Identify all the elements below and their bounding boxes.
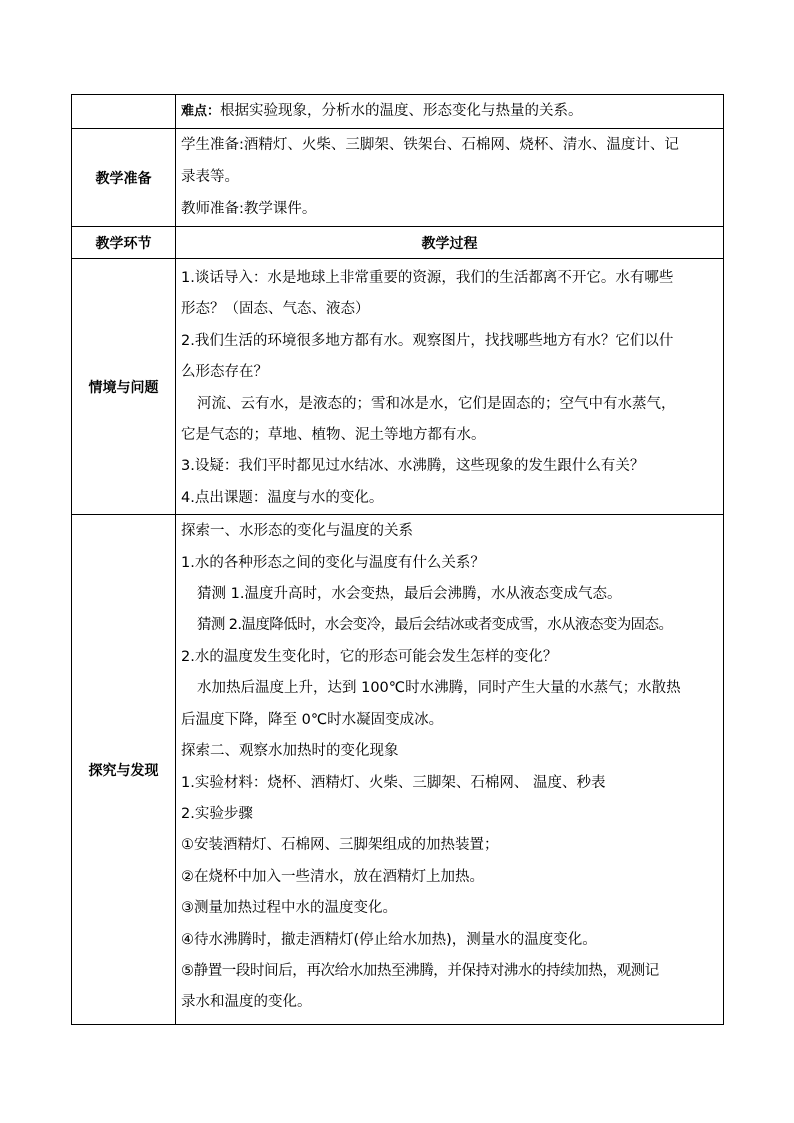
situation-line: 4.点出课题：温度与水的变化。: [181, 489, 384, 506]
explore-line: 1.实验材料：烧杯、酒精灯、火柴、三脚架、石棉网、 温度、秒表: [181, 774, 606, 791]
difficulty-row: [72, 95, 724, 129]
lesson-plan-table: [71, 94, 724, 1025]
situation-row: [72, 259, 724, 515]
situation-content-cell: [176, 259, 724, 515]
explore-line: 探索二、观察水加热时的变化现象: [181, 743, 399, 760]
explore-line: 水加热后温度上升，达到 100℃时水沸腾，同时产生大量的水蒸气；水散热: [197, 680, 681, 697]
situation-line: 它是气态的；草地、植物、泥土等地方都有水。: [181, 427, 486, 444]
explore-line: ②在烧杯中加入一些清水，放在酒精灯上加热。: [181, 868, 484, 885]
explore-line: ④待水沸腾时，撤走酒精灯(停止给水加热)，测量水的温度变化。: [181, 931, 597, 948]
student-preparation-line1: 学生准备:酒精灯、火柴、三脚架、铁架台、石棉网、烧杯、清水、温度计、记: [181, 137, 679, 153]
preparation-content-cell: [176, 129, 724, 227]
preparation-label: 教学准备: [72, 129, 176, 227]
preparation-row: [72, 129, 724, 227]
explore-line: 探索一、水形态的变化与温度的关系: [181, 523, 413, 540]
explore-line: ①安装酒精灯、石棉网、三脚架组成的加热装置；: [181, 837, 499, 854]
explore-line: 猜测 2.温度降低时，水会变冷，最后会结冰或者变成雪，水从液态变为固态。: [197, 617, 673, 634]
student-preparation-line2: 录表等。: [181, 169, 239, 185]
situation-line: 2.我们生活的环境很多地方都有水。观察图片，找找哪些地方有水？它们以什: [181, 332, 674, 349]
situation-line: 河流、云有水，是液态的；雪和冰是水，它们是固态的；空气中有水蒸气，: [197, 395, 676, 412]
explore-line: 猜测 1.温度升高时，水会变热，最后会沸腾，水从液态变成气态。: [197, 586, 622, 603]
explore-line: 录水和温度的变化。: [181, 994, 312, 1011]
difficulty-label-cell: [72, 95, 176, 129]
explore-line: ⑤静置一段时间后，再次给水加热至沸腾，并保持对沸水的持续加热，观测记: [181, 962, 659, 979]
teacher-preparation: 教师准备:教学课件。: [181, 201, 317, 217]
process-header: 教学过程: [176, 227, 724, 259]
difficulty-text: 根据实验现象，分析水的温度、形态变化与热量的关系。: [220, 103, 583, 119]
situation-line: 1.谈话导入：水是地球上非常重要的资源，我们的生活都离不开它。水有哪些: [181, 270, 674, 286]
explore-line: 2.实验步骤: [181, 805, 253, 822]
table-header-row: [72, 227, 724, 259]
explore-label: 探究与发现: [72, 515, 176, 1025]
situation-line: 么形态存在？: [181, 364, 268, 381]
explore-line: 后温度下降，降至 0℃时水凝固变成冰。: [181, 711, 444, 728]
situation-line: 3.设疑：我们平时都见过水结冰、水沸腾，这些现象的发生跟什么有关？: [181, 458, 645, 475]
explore-line: 1.水的各种形态之间的变化与温度有什么关系？: [181, 554, 485, 571]
difficulty-content-cell: [176, 95, 724, 129]
stage-header: 教学环节: [72, 227, 176, 259]
situation-label: 情境与问题: [72, 259, 176, 515]
explore-line: ③测量加热过程中水的温度变化。: [181, 900, 397, 917]
explore-line: 2.水的温度发生变化时，它的形态可能会发生怎样的变化？: [181, 648, 558, 665]
situation-line: 形态？（固态、气态、液态）: [181, 301, 370, 318]
explore-content-cell: [176, 515, 724, 1025]
explore-row: [72, 515, 724, 1025]
difficulty-label: 难点：: [181, 104, 221, 119]
